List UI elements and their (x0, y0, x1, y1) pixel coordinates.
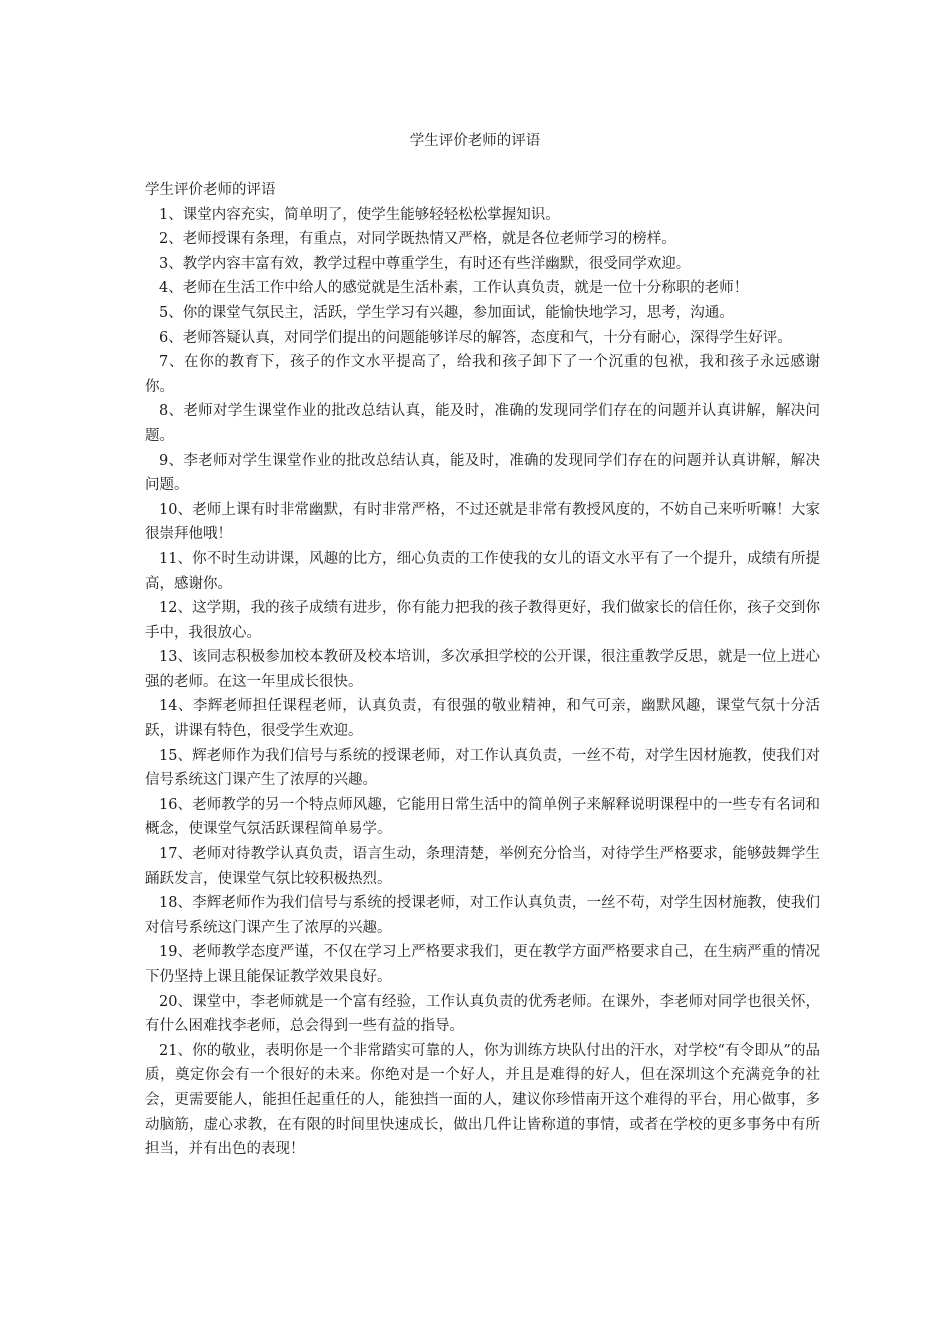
comment-item: 18、李辉老师作为我们信号与系统的授课老师，对工作认真负责，一丝不苟，对学生因材施教，使我们对信号系统这门课产生了浓厚的兴趣。 (145, 895, 820, 936)
comment-item: 14、李辉老师担任课程老师，认真负责，有很强的敬业精神，和气可亲，幽默风趣，课堂气氛十分活跃，讲课有特色，很受学生欢迎。 (145, 698, 820, 740)
comment-item: 21、你的敬业，表明你是一个非常踏实可靠的人，你为训练方块队付出的汗水，对学校“有令即从”的品质，奠定你会有一个很好的未来。你绝对是一个好人，并且是难得的好人，但在深圳这个充满竞争的社会，更需要能人，能担任起重任的人，能独挡一面的人，建议你珍惜南开这个难得的平台，用心做事，多动脑筋，虚心求教，在有限的时间里快速成长，做出几件让皆称道的事情，或者在学校的更多事务中有所担当，并有出色的表现！ (145, 1042, 820, 1158)
comment-item: 17、老师对待教学认真负责，语言生动，条理清楚，举例充分恰当，对待学生严格要求，能够鼓舞学生踊跃发言，使课堂气氛比较积极热烈。 (145, 846, 820, 887)
comment-item: 15、辉老师作为我们信号与系统的授课老师，对工作认真负责，一丝不苟，对学生因材施教，使我们对信号系统这门课产生了浓厚的兴趣。 (145, 747, 820, 789)
document-body (145, 178, 820, 1162)
comment-item: 12、这学期，我的孩子成绩有进步，你有能力把我的孩子教得更好，我们做家长的信任你，孩子交到你手中，我很放心。 (145, 600, 820, 641)
comment-item: 19、老师教学态度严谨，不仅在学习上严格要求我们，更在教学方面严格要求自己，在生病严重的情况下仍坚持上课且能保证教学效果良好。 (145, 944, 820, 985)
comment-item: 6、老师答疑认真，对同学们提出的问题能够详尽的解答，态度和气，十分有耐心，深得学生好评。 (159, 329, 792, 346)
comment-item: 3、教学内容丰富有效，教学过程中尊重学生，有时还有些洋幽默，很受同学欢迎。 (159, 255, 691, 272)
comment-item: 13、该同志积极参加校本教研及校本培训，多次承担学校的公开课，很注重教学反思，就是一位上进心强的老师。在这一年里成长很快。 (145, 649, 820, 690)
comment-item: 10、老师上课有时非常幽默，有时非常严格，不过还就是非常有教授风度的，不妨自己来听听嘛！大家很崇拜他哦！ (145, 501, 820, 543)
comment-item: 8、老师对学生课堂作业的批改总结认真，能及时，准确的发现同学们存在的问题并认真讲解，解决问题。 (145, 403, 820, 444)
comment-item: 2、老师授课有条理，有重点，对同学既热情又严格，就是各位老师学习的榜样。 (159, 231, 676, 248)
comment-item: 5、你的课堂气氛民主，活跃，学生学习有兴趣，参加面试，能愉快地学习，思考，沟通。 (159, 304, 734, 321)
comment-item: 9、李老师对学生课堂作业的批改总结认真，能及时，准确的发现同学们存在的问题并认真讲解，解决问题。 (145, 452, 820, 494)
body-heading: 学生评价老师的评语 (145, 182, 276, 198)
comment-item: 16、老师教学的另一个特点师风趣，它能用日常生活中的简单例子来解释说明课程中的一些专有名词和概念，使课堂气氛活跃课程简单易学。 (145, 796, 820, 838)
comment-item: 20、课堂中，李老师就是一个富有经验，工作认真负责的优秀老师。在课外，李老师对同学也很关怀，有什么困难找李老师，总会得到一些有益的指导。 (145, 993, 820, 1035)
comment-item: 7、在你的教育下，孩子的作文水平提高了，给我和孩子卸下了一个沉重的包袱，我和孩子永远感谢你。 (145, 354, 820, 395)
comment-item: 4、老师在生活工作中给人的感觉就是生活朴素，工作认真负责，就是一位十分称职的老师！ (159, 280, 749, 297)
document-title: 学生评价老师的评语 (409, 133, 541, 149)
comment-item: 11、你不时生动讲课，风趣的比方，细心负责的工作使我的女儿的语文水平有了一个提升，成绩有所提高，感谢你。 (145, 550, 820, 592)
comment-item: 1、课堂内容充实，简单明了，使学生能够轻轻松松掌握知识。 (159, 206, 560, 223)
